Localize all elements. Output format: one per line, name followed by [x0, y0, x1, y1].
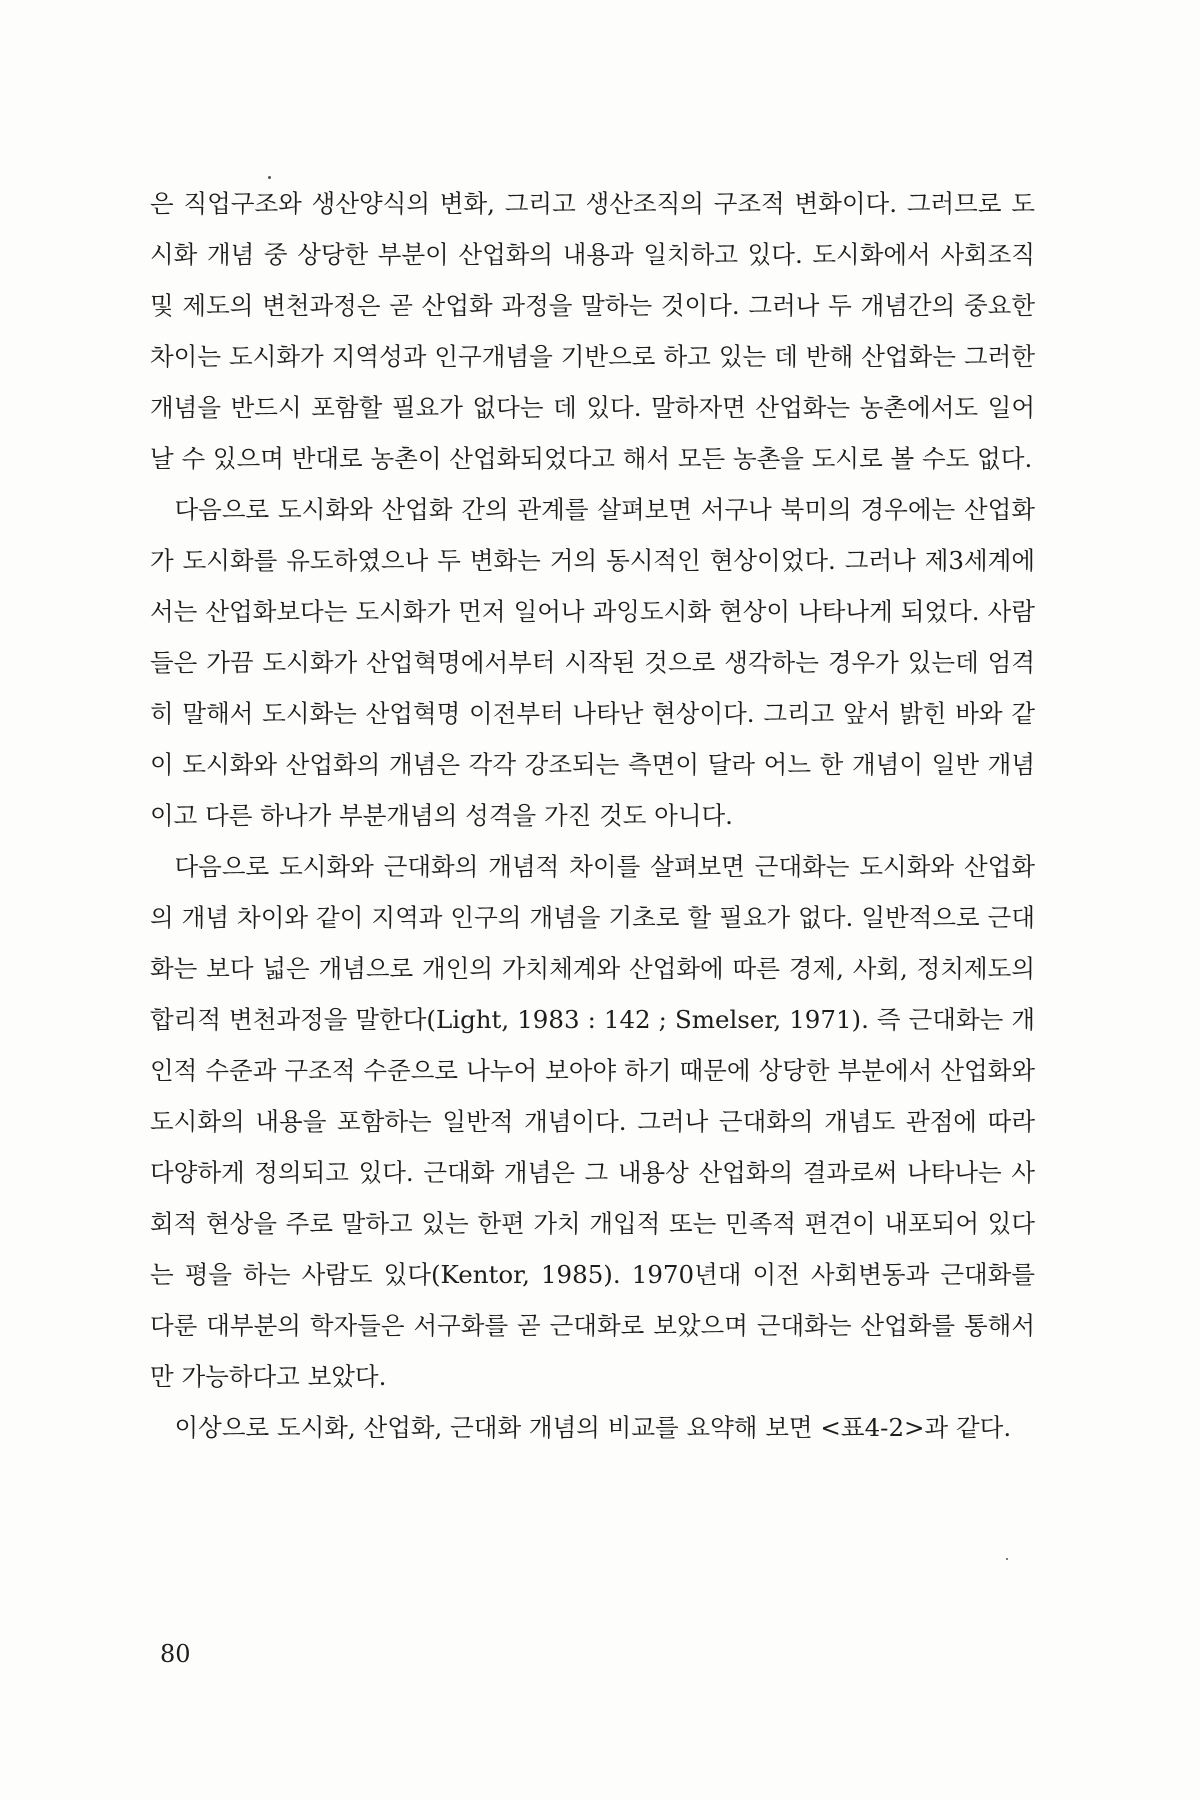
- scan-speck: [1006, 1558, 1008, 1560]
- paragraph-modernization: 다음으로 도시화와 근대화의 개념적 차이를 살펴보면 근대화는 도시화와 산업화의 개념 차이와 같이 지역과 인구의 개념을 기초로 할 필요가 없다. 일반적으로 근대화는 보다 넓은 개념으로 개인의 가치체계와 산업화에 따른 경제, 사회, 정치제도의 합리적 변천과정을 말한다(Light, 1983 : 142 ; Smelser, 1971). 즉 근대화는 개인적 수준과 구조적 수준으로 나누어 보아야 하기 때문에 상당한 부분에서 산업화와 도시화의 내용을 포함하는 일반적 개념이다. 그러나 근대화의 개념도 관점에 따라 다양하게 정의되고 있다. 근대화 개념은 그 내용상 산업화의 결과로써 나타나는 사회적 현상을 주로 말하고 있는 한편 가치 개입적 또는 민족적 편견이 내포되어 있다는 평을 하는 사람도 있다(Kentor, 1985). 1970년대 이전 사회변동과 근대화를 다룬 대부분의 학자들은 서구화를 곧 근대화로 보았으며 근대화는 산업화를 통해서만 가능하다고 보았다.: [150, 852, 1035, 1391]
- paragraph-summary: 이상으로 도시화, 산업화, 근대화 개념의 비교를 요약해 보면 <표4-2>과 같다.: [174, 1413, 1012, 1442]
- page-number: 80: [160, 1640, 191, 1668]
- body-text: [150, 178, 1035, 1453]
- paragraph-urbanization-industrialization: 다음으로 도시화와 산업화 간의 관계를 살펴보면 서구나 북미의 경우에는 산업화가 도시화를 유도하였으나 두 변화는 거의 동시적인 현상이었다. 그러나 제3세계에서는 산업화보다는 도시화가 먼저 일어나 과잉도시화 현상이 나타나게 되었다. 사람들은 가끔 도시화가 산업혁명에서부터 시작된 것으로 생각하는 경우가 있는데 엄격히 말해서 도시화는 산업혁명 이전부터 나타난 현상이다. 그리고 앞서 밝힌 바와 같이 도시화와 산업화의 개념은 각각 강조되는 측면이 달라 어느 한 개념이 일반 개념이고 다른 하나가 부분개념의 성격을 가진 것도 아니다.: [150, 495, 1035, 830]
- paragraph-continuation: 은 직업구조와 생산양식의 변화, 그리고 생산조직의 구조적 변화이다. 그러므로 도시화 개념 중 상당한 부분이 산업화의 내용과 일치하고 있다. 도시화에서 사회조직 및 제도의 변천과정은 곧 산업화 과정을 말하는 것이다. 그러나 두 개념간의 중요한 차이는 도시화가 지역성과 인구개념을 기반으로 하고 있는 데 반해 산업화는 그러한 개념을 반드시 포함할 필요가 없다는 데 있다. 말하자면 산업화는 농촌에서도 일어날 수 있으며 반대로 농촌이 산업화되었다고 해서 모든 농촌을 도시로 볼 수도 없다.: [150, 189, 1035, 473]
